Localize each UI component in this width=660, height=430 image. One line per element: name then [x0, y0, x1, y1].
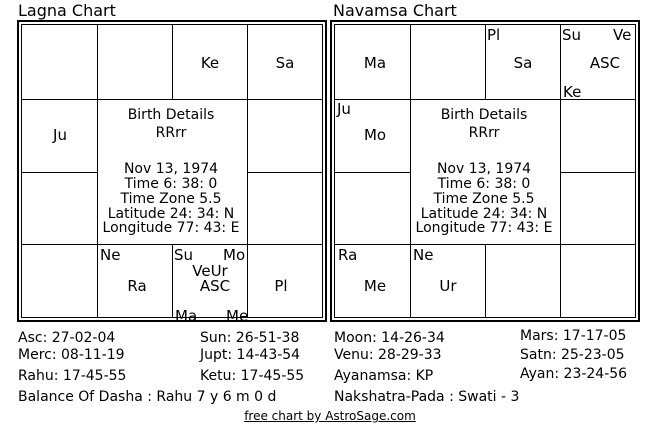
lagna-birth-date: Nov 13, 1974 — [123, 161, 219, 177]
lagna-birth-heading: Birth Details — [127, 107, 215, 123]
detail-moon: Moon: 14-26-34 — [334, 330, 445, 346]
lagna-planet-ma: Ma — [175, 307, 198, 325]
lagna-planet-mo: Mo — [223, 246, 246, 264]
lagna-planet-sa: Sa — [275, 54, 295, 72]
navamsa-birth-time: Time 6: 38: 0 — [437, 176, 531, 192]
footer-link[interactable]: free chart by AstroSage.com — [244, 409, 416, 423]
navamsa-planet-ju: Ju — [337, 100, 351, 118]
navamsa-ascendant: ASC — [589, 54, 621, 72]
navamsa-chart-grid — [334, 24, 636, 318]
navamsa-planet-ra: Ra — [338, 246, 358, 264]
navamsa-chart — [330, 20, 640, 322]
navamsa-planet-sa: Sa — [513, 54, 533, 72]
lagna-planet-ra: Ra — [127, 277, 147, 295]
detail-ketu: Ketu: 17-45-55 — [200, 368, 305, 384]
lagna-planet-pl: Pl — [274, 277, 288, 295]
navamsa-planet-me: Me — [363, 277, 387, 295]
navamsa-planet-pl: Pl — [487, 26, 501, 44]
navamsa-birth-date: Nov 13, 1974 — [436, 161, 532, 177]
lagna-planet-ju: Ju — [53, 126, 67, 144]
detail-venu: Venu: 28-29-33 — [334, 347, 442, 363]
detail-jupt: Jupt: 14-43-54 — [200, 347, 301, 363]
navamsa-planet-ur: Ur — [439, 277, 457, 295]
detail-sun: Sun: 26-51-38 — [200, 330, 300, 346]
lagna-birth-name: RRrr — [155, 125, 187, 141]
navamsa-planet-ve: Ve — [613, 26, 632, 44]
navamsa-birth-name: RRrr — [468, 125, 500, 141]
lagna-birth-time: Time 6: 38: 0 — [124, 176, 218, 192]
lagna-birth-timezone: Time Zone 5.5 — [120, 191, 222, 207]
lagna-chart-title: Lagna Chart — [18, 1, 116, 20]
lagna-planet-ne: Ne — [100, 246, 121, 264]
footer-credit[interactable] — [0, 409, 660, 423]
navamsa-planet-su: Su — [562, 26, 582, 44]
navamsa-birth-timezone: Time Zone 5.5 — [433, 191, 535, 207]
detail-nakshatra-pada: Nakshatra-Pada : Swati - 3 — [334, 389, 520, 405]
detail-balance-of-dasha: Balance Of Dasha : Rahu 7 y 6 m 0 d — [18, 389, 277, 405]
lagna-planet-su: Su — [174, 246, 194, 264]
detail-merc: Merc: 08-11-19 — [18, 347, 125, 363]
navamsa-planet-ne: Ne — [413, 246, 434, 264]
detail-satn: Satn: 25-23-05 — [520, 347, 625, 363]
navamsa-planet-ma: Ma — [363, 54, 387, 72]
lagna-birth-longitude: Longitude 77: 43: E — [102, 220, 240, 236]
navamsa-chart-title: Navamsa Chart — [333, 1, 457, 20]
navamsa-birth-latitude: Latitude 24: 34: N — [420, 206, 548, 222]
lagna-ascendant: ASC — [199, 277, 231, 295]
lagna-chart — [17, 20, 327, 325]
lagna-planet-ke: Ke — [200, 54, 220, 72]
navamsa-birth-longitude: Longitude 77: 43: E — [415, 220, 553, 236]
detail-ayanamsa: Ayanamsa: KP — [334, 368, 434, 384]
lagna-planet-veur: VeUr — [192, 262, 228, 280]
navamsa-planet-mo: Mo — [363, 126, 387, 144]
detail-asc: Asc: 27-02-04 — [18, 330, 116, 346]
lagna-birth-latitude: Latitude 24: 34: N — [107, 206, 235, 222]
detail-mars: Mars: 17-17-05 — [520, 328, 627, 344]
lagna-chart-grid — [21, 24, 323, 325]
lagna-planet-me: Me — [226, 307, 249, 325]
navamsa-planet-ke: Ke — [563, 83, 582, 101]
detail-rahu: Rahu: 17-45-55 — [18, 368, 127, 384]
navamsa-birth-heading: Birth Details — [440, 107, 528, 123]
detail-ayan: Ayan: 23-24-56 — [520, 366, 628, 382]
